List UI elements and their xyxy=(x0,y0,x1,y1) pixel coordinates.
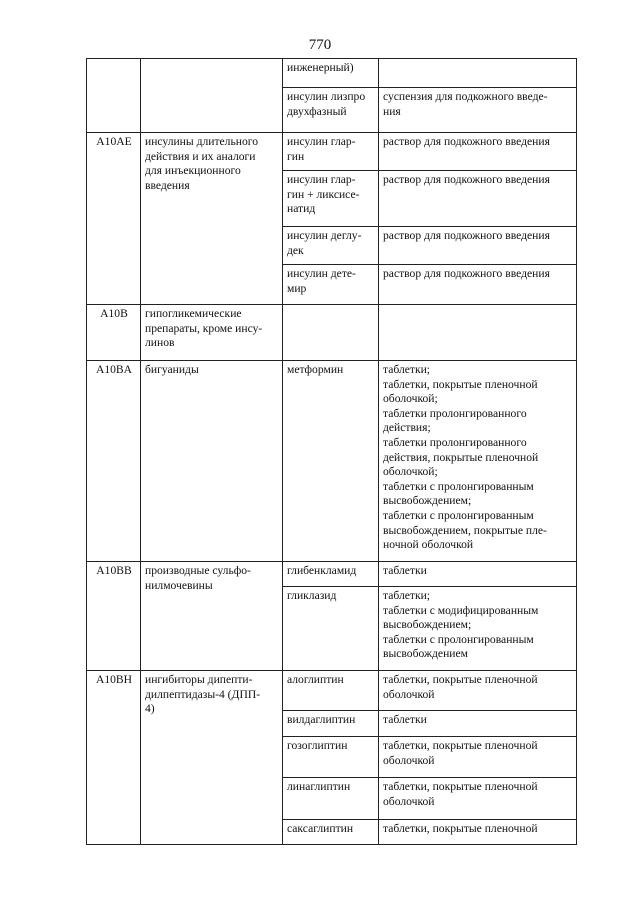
dosage-form-cell: таблетки, покрытые пленочной оболочкой xyxy=(379,671,577,711)
drug-name-cell: инсулин глар- гин + ликсисе- натид xyxy=(283,171,379,227)
drug-name-cell: вилдаглиптин xyxy=(283,711,379,737)
group-name-cell: ингибиторы дипепти- дилпептидазы-4 (ДПП- 4) xyxy=(141,671,283,845)
atc-code-cell: A10B xyxy=(87,305,141,361)
table-row xyxy=(87,305,577,361)
group-name-cell: производные сульфо- нилмочевины xyxy=(141,562,283,671)
atc-code-cell xyxy=(87,59,141,133)
table-row xyxy=(87,133,577,171)
drug-name-cell: метформин xyxy=(283,361,379,562)
dosage-form-cell: таблетки; таблетки с модифицированным высвобождением; таблетки с пролонгированным высвобождением xyxy=(379,587,577,671)
dosage-form-cell: раствор для подкожного введения xyxy=(379,265,577,305)
drug-name-cell: гликлазид xyxy=(283,587,379,671)
drug-table xyxy=(86,58,577,845)
dosage-form-cell: раствор для подкожного введения xyxy=(379,171,577,227)
drug-name-cell: инсулин дете- мир xyxy=(283,265,379,305)
drug-name-cell: инсулин лизпро двухфазный xyxy=(283,88,379,133)
table-row xyxy=(87,59,577,88)
dosage-form-cell: таблетки xyxy=(379,562,577,587)
atc-code-cell: A10BH xyxy=(87,671,141,845)
atc-code-cell: A10BA xyxy=(87,361,141,562)
dosage-form-cell: раствор для подкожного введения xyxy=(379,227,577,265)
atc-code-cell: A10AE xyxy=(87,133,141,305)
drug-name-cell: саксаглиптин xyxy=(283,820,379,845)
drug-name-cell: глибенкламид xyxy=(283,562,379,587)
group-name-cell: гипогликемические препараты, кроме инсу- линов xyxy=(141,305,283,361)
dosage-form-cell: суспензия для подкожного введе- ния xyxy=(379,88,577,133)
table-row xyxy=(87,562,577,587)
dosage-form-cell: таблетки, покрытые пленочной xyxy=(379,820,577,845)
drug-name-cell: линаглиптин xyxy=(283,778,379,820)
atc-code-cell: A10BB xyxy=(87,562,141,671)
table-row xyxy=(87,671,577,711)
drug-name-cell: гозоглиптин xyxy=(283,737,379,778)
dosage-form-cell: таблетки; таблетки, покрытые пленочной оболочкой; таблетки пролонгированного действия; таблетки пролонгированного действия, покрытые пленочной оболочкой; таблетки с пролонгированным высвобождением; таблетки с пролонгированным высвобождением, покрытые пле- ночной оболочкой xyxy=(379,361,577,562)
drug-name-cell: алоглиптин xyxy=(283,671,379,711)
dosage-form-cell xyxy=(379,59,577,88)
dosage-form-cell: таблетки xyxy=(379,711,577,737)
dosage-form-cell: таблетки, покрытые пленочной оболочкой xyxy=(379,778,577,820)
group-name-cell: инсулины длительного действия и их аналоги для инъекционного введения xyxy=(141,133,283,305)
group-name-cell xyxy=(141,59,283,133)
drug-name-cell: инсулин глар- гин xyxy=(283,133,379,171)
drug-name-cell: инженерный) xyxy=(283,59,379,88)
dosage-form-cell: раствор для подкожного введения xyxy=(379,133,577,171)
table-row xyxy=(87,361,577,562)
dosage-form-cell xyxy=(379,305,577,361)
drug-name-cell: инсулин деглу- дек xyxy=(283,227,379,265)
dosage-form-cell: таблетки, покрытые пленочной оболочкой xyxy=(379,737,577,778)
group-name-cell: бигуаниды xyxy=(141,361,283,562)
drug-name-cell xyxy=(283,305,379,361)
page-number: 770 xyxy=(308,37,332,53)
